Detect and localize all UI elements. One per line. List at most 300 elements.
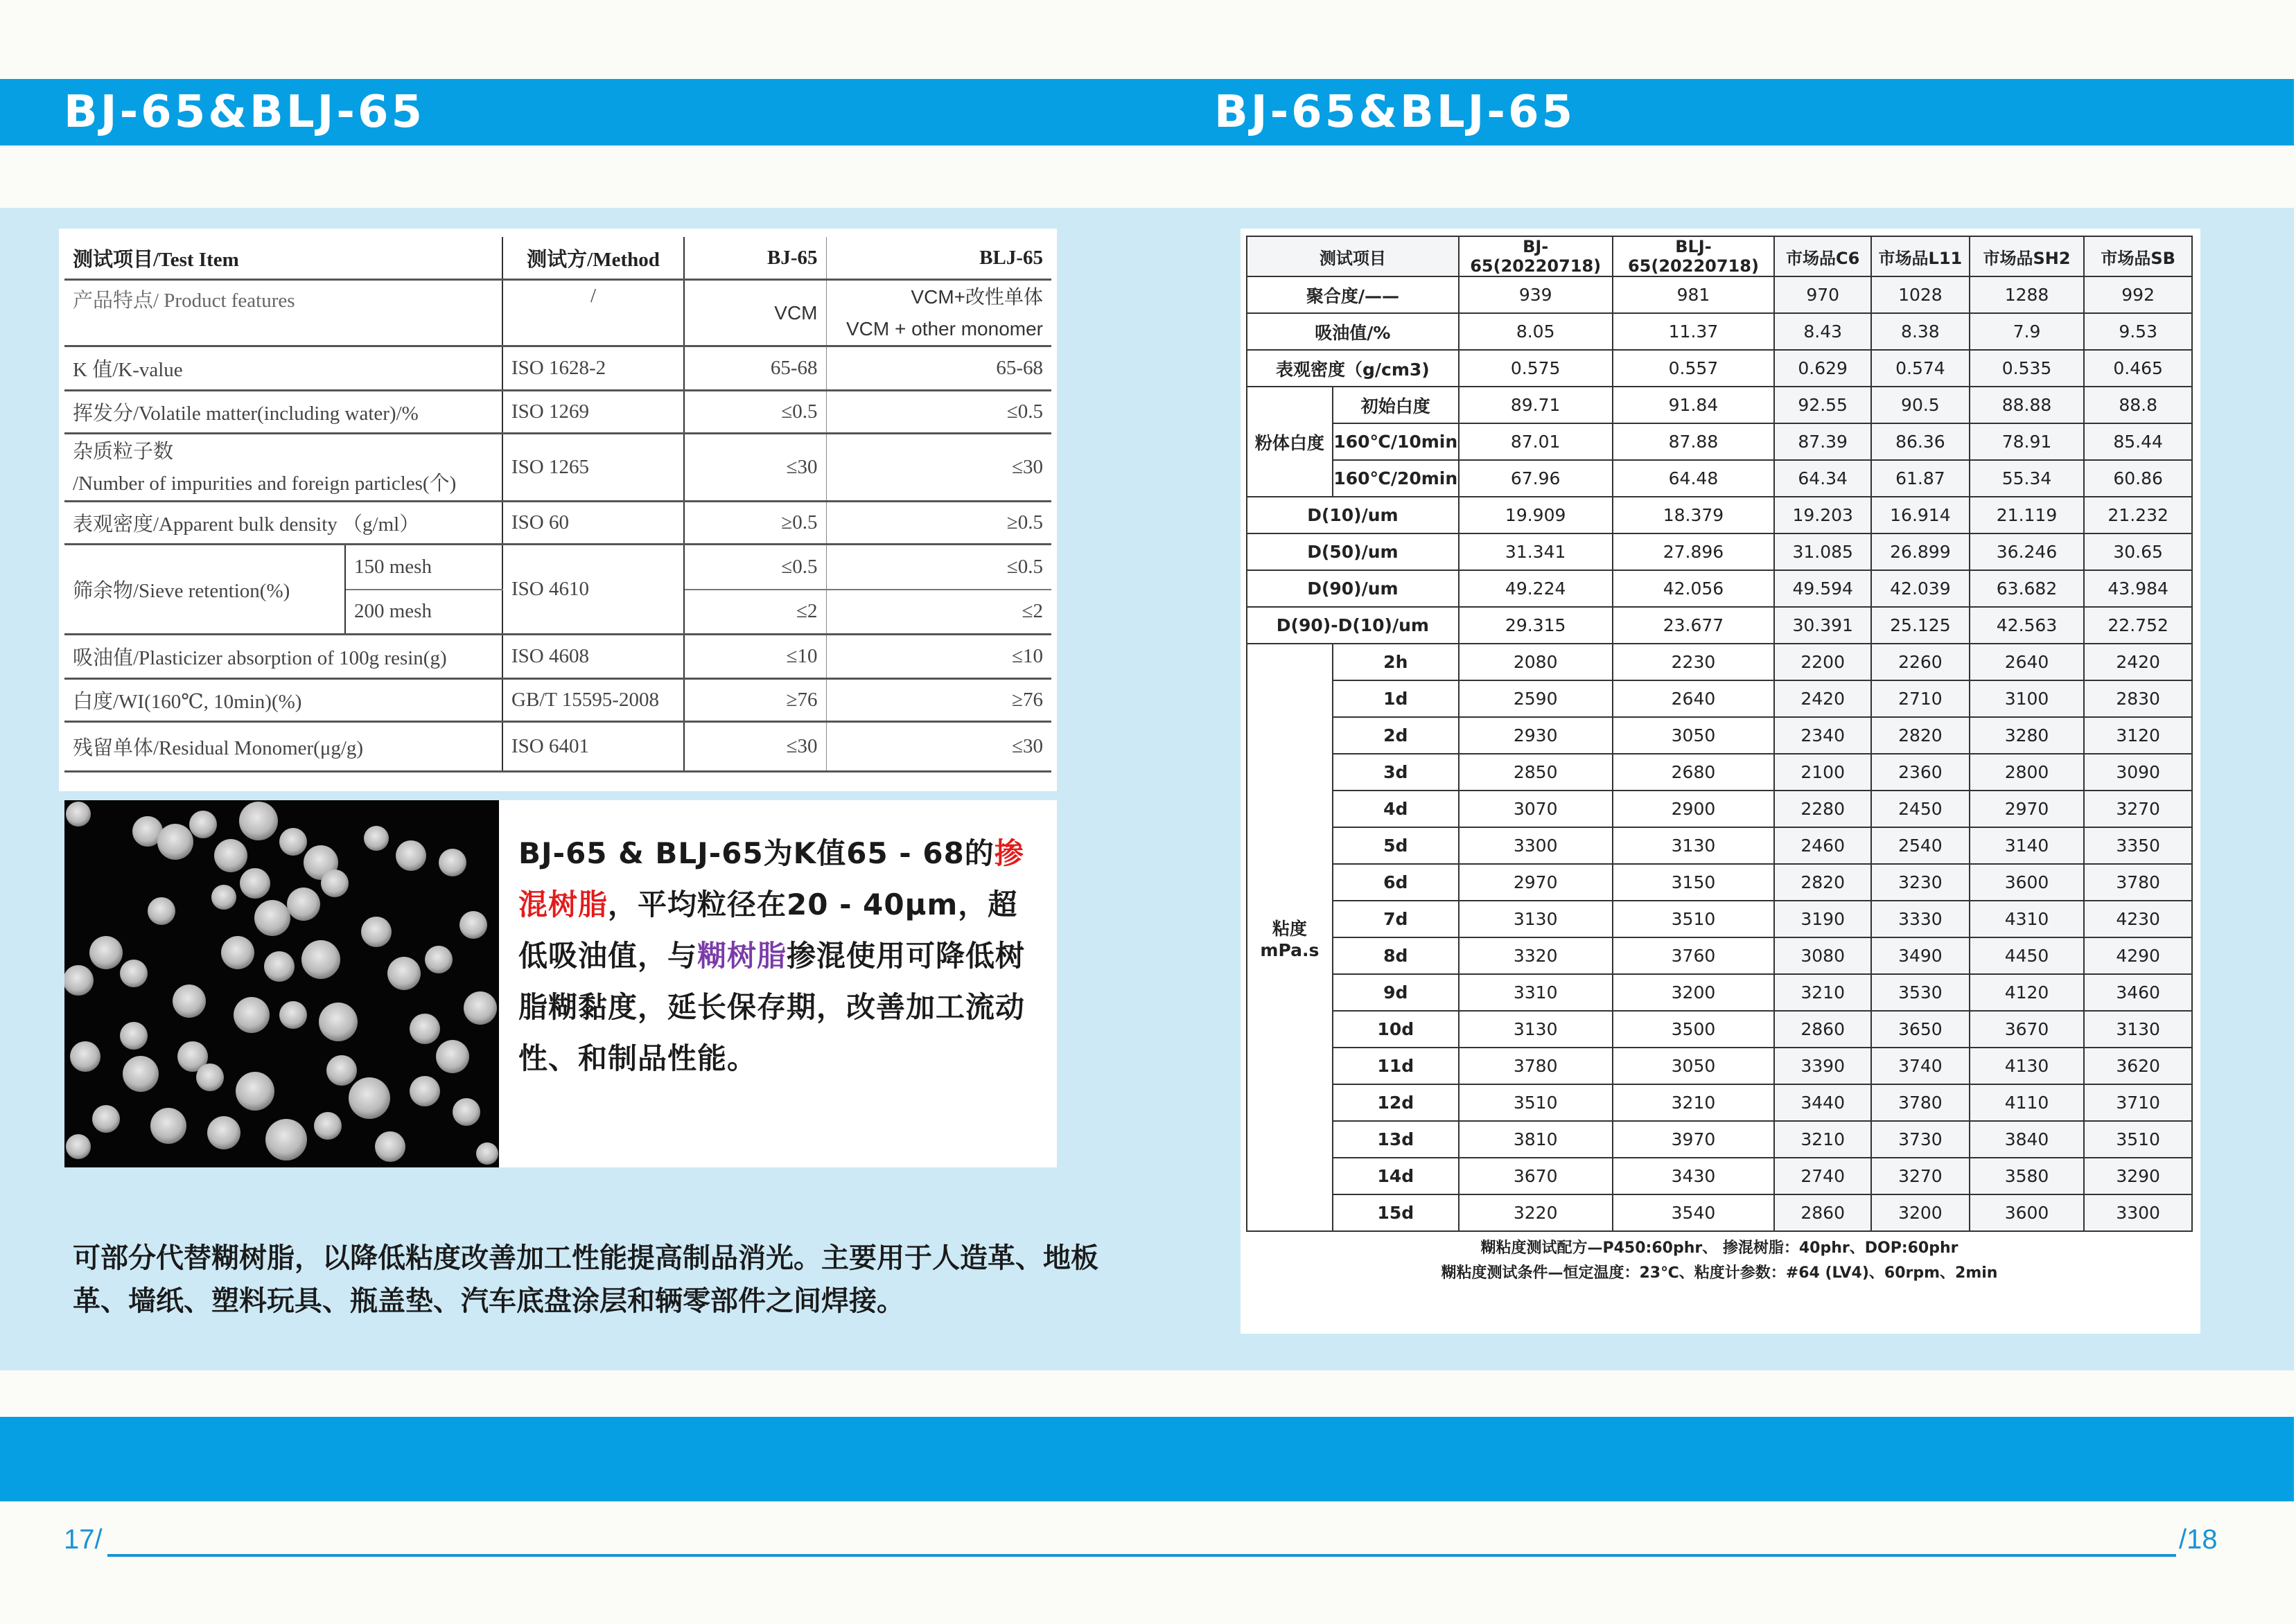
comparison-value-cell: 3300 bbox=[1459, 827, 1613, 864]
comparison-value-cell: 49.594 bbox=[1774, 570, 1871, 607]
comparison-value-cell: 3600 bbox=[1970, 864, 2085, 901]
comparison-value-cell: 981 bbox=[1613, 276, 1775, 313]
comparison-row-label: 4d bbox=[1333, 791, 1459, 827]
comparison-value-cell: 3130 bbox=[1459, 1011, 1613, 1048]
comparison-value-cell: 3460 bbox=[2084, 974, 2192, 1011]
spec-bj-value: 65-68 bbox=[684, 346, 826, 391]
spec-row bbox=[64, 346, 1051, 391]
spec-item-label: 白度/WI(160℃, 10min)(%) bbox=[64, 679, 502, 722]
spec-row bbox=[64, 391, 1051, 434]
spec-bj-value: ≤0.5 bbox=[684, 545, 826, 590]
comparison-value-cell: 1028 bbox=[1871, 276, 1970, 313]
comparison-row-label: 14d bbox=[1333, 1158, 1459, 1194]
comparison-value-cell: 29.315 bbox=[1459, 607, 1613, 644]
spec-method: GB/T 15595-2008 bbox=[502, 679, 684, 722]
comparison-value-cell: 3440 bbox=[1774, 1084, 1871, 1121]
highlight-paste-resin: 糊树脂 bbox=[697, 939, 787, 973]
comparison-value-cell: 67.96 bbox=[1459, 460, 1613, 497]
spec-blj-value bbox=[826, 280, 1051, 346]
comparison-value-cell: 8.43 bbox=[1774, 313, 1871, 350]
comparison-value-cell: 0.574 bbox=[1871, 350, 1970, 387]
comparison-value-cell: 31.085 bbox=[1774, 533, 1871, 570]
comparison-value-cell: 2540 bbox=[1871, 827, 1970, 864]
viscosity-label: 粘度 bbox=[1272, 918, 1307, 939]
comparison-value-cell: 3200 bbox=[1871, 1194, 1970, 1231]
spec-method: / bbox=[502, 280, 684, 346]
viscosity-group-label bbox=[1247, 644, 1333, 1231]
comparison-row-label: 5d bbox=[1333, 827, 1459, 864]
comparison-value-cell: 2850 bbox=[1459, 754, 1613, 791]
comparison-value-cell: 4290 bbox=[2084, 937, 2192, 974]
comparison-value-cell: 2640 bbox=[1613, 680, 1775, 717]
spec-method: ISO 1269 bbox=[502, 391, 684, 434]
comparison-row-label: 11d bbox=[1333, 1048, 1459, 1084]
spec-bj-value: ≥76 bbox=[684, 679, 826, 722]
spec-blj-value: 65-68 bbox=[826, 346, 1051, 391]
comparison-value-cell: 0.535 bbox=[1970, 350, 2085, 387]
comparison-row bbox=[1247, 1011, 2192, 1048]
comparison-row bbox=[1247, 276, 2192, 313]
comparison-value-cell: 91.84 bbox=[1613, 387, 1775, 423]
spec-blj-value: ≥76 bbox=[826, 679, 1051, 722]
comparison-value-cell: 3140 bbox=[1970, 827, 2085, 864]
comparison-value-cell: 2970 bbox=[1459, 864, 1613, 901]
comparison-value-cell: 3810 bbox=[1459, 1121, 1613, 1158]
spec-sub-label: 150 mesh bbox=[345, 545, 502, 590]
comparison-value-cell: 3710 bbox=[2084, 1084, 2192, 1121]
comparison-value-cell: 3230 bbox=[1871, 864, 1970, 901]
spec-row bbox=[64, 722, 1051, 772]
description-part2: ，平均粒径在20 - 40μm，超低吸油值，与 bbox=[518, 888, 1018, 973]
comparison-row bbox=[1247, 680, 2192, 717]
spec-item-label: 残留单体/Residual Monomer(μg/g) bbox=[64, 722, 502, 772]
comparison-row-label: 12d bbox=[1333, 1084, 1459, 1121]
comparison-value-cell: 4110 bbox=[1970, 1084, 2085, 1121]
comparison-value-cell: 2450 bbox=[1871, 791, 1970, 827]
comparison-row-label: 2h bbox=[1333, 644, 1459, 680]
spec-bj-value: VCM bbox=[684, 280, 826, 346]
comparison-value-cell: 3270 bbox=[2084, 791, 2192, 827]
comparison-value-cell: 2420 bbox=[1774, 680, 1871, 717]
comparison-value-cell: 27.896 bbox=[1613, 533, 1775, 570]
comparison-value-cell: 88.8 bbox=[2084, 387, 2192, 423]
page-number-right: /18 bbox=[2179, 1524, 2218, 1555]
comparison-row bbox=[1247, 497, 2192, 533]
comparison-value-cell: 3510 bbox=[1459, 1084, 1613, 1121]
spec-bj-value: ≤30 bbox=[684, 722, 826, 772]
comparison-value-cell: 3530 bbox=[1871, 974, 1970, 1011]
comparison-value-cell: 2200 bbox=[1774, 644, 1871, 680]
comparison-value-cell: 21.232 bbox=[2084, 497, 2192, 533]
comparison-value-cell: 2280 bbox=[1774, 791, 1871, 827]
comparison-value-cell: 87.39 bbox=[1774, 423, 1871, 460]
comparison-value-cell: 4120 bbox=[1970, 974, 2085, 1011]
spec-item-label: K 值/K-value bbox=[64, 346, 502, 391]
comparison-row bbox=[1247, 791, 2192, 827]
comparison-value-cell: 3580 bbox=[1970, 1158, 2085, 1194]
comparison-value-cell: 2230 bbox=[1613, 644, 1775, 680]
description-part1: BJ-65 & BLJ-65为K值65 - 68的 bbox=[518, 836, 994, 870]
comparison-value-cell: 3100 bbox=[1970, 680, 2085, 717]
comparison-value-cell: 36.246 bbox=[1970, 533, 2085, 570]
comparison-value-cell: 30.65 bbox=[2084, 533, 2192, 570]
comparison-value-cell: 22.752 bbox=[2084, 607, 2192, 644]
comparison-value-cell: 3330 bbox=[1871, 901, 1970, 937]
spec-item-label: 产品特点/ Product features bbox=[64, 280, 502, 346]
comparison-header-cell: 市场品L11 bbox=[1871, 236, 1970, 276]
comparison-header-cell: 市场品C6 bbox=[1774, 236, 1871, 276]
comparison-value-cell: 3740 bbox=[1871, 1048, 1970, 1084]
comparison-value-cell: 3490 bbox=[1871, 937, 1970, 974]
comparison-value-cell: 3050 bbox=[1613, 717, 1775, 754]
comparison-row bbox=[1247, 460, 2192, 497]
comparison-value-cell: 3280 bbox=[1970, 717, 2085, 754]
spec-row bbox=[64, 635, 1051, 679]
comparison-row bbox=[1247, 901, 2192, 937]
comparison-value-cell: 2420 bbox=[2084, 644, 2192, 680]
comparison-value-cell: 61.87 bbox=[1871, 460, 1970, 497]
comparison-value-cell: 970 bbox=[1774, 276, 1871, 313]
comparison-value-cell: 86.36 bbox=[1871, 423, 1970, 460]
comparison-row bbox=[1247, 1194, 2192, 1231]
comparison-value-cell: 2800 bbox=[1970, 754, 2085, 791]
comparison-header-cell: 测试项目 bbox=[1247, 236, 1459, 276]
comparison-row bbox=[1247, 1084, 2192, 1121]
spec-method: ISO 1265 bbox=[502, 434, 684, 502]
comparison-header-cell: 市场品SB bbox=[2084, 236, 2192, 276]
spec-blj-value: ≥0.5 bbox=[826, 502, 1051, 545]
comparison-row-label: 15d bbox=[1333, 1194, 1459, 1231]
highlight-blend-resin: 掺混树脂 bbox=[518, 836, 1024, 921]
comparison-header-cell: BJ-65(20220718) bbox=[1459, 236, 1613, 276]
comparison-value-cell: 3120 bbox=[2084, 717, 2192, 754]
comparison-row-label: D(90)/um bbox=[1247, 570, 1459, 607]
comparison-value-cell: 3670 bbox=[1459, 1158, 1613, 1194]
comparison-row bbox=[1247, 1121, 2192, 1158]
comparison-value-cell: 4310 bbox=[1970, 901, 2085, 937]
comparison-value-cell: 3210 bbox=[1774, 974, 1871, 1011]
comparison-value-cell: 3600 bbox=[1970, 1194, 2085, 1231]
comparison-row-label: 9d bbox=[1333, 974, 1459, 1011]
comparison-value-cell: 3780 bbox=[1459, 1048, 1613, 1084]
comparison-header-cell: BLJ-65(20220718) bbox=[1613, 236, 1775, 276]
comparison-value-cell: 2340 bbox=[1774, 717, 1871, 754]
spec-table-card bbox=[59, 229, 1057, 791]
notes-row bbox=[1247, 1231, 2192, 1287]
comparison-value-cell: 3070 bbox=[1459, 791, 1613, 827]
comparison-value-cell: 3350 bbox=[2084, 827, 2192, 864]
comparison-value-cell: 2970 bbox=[1970, 791, 2085, 827]
comparison-value-cell: 3650 bbox=[1871, 1011, 1970, 1048]
comparison-value-cell: 3730 bbox=[1871, 1121, 1970, 1158]
spec-blj-value: ≤0.5 bbox=[826, 545, 1051, 590]
comparison-value-cell: 0.465 bbox=[2084, 350, 2192, 387]
comparison-row bbox=[1247, 313, 2192, 350]
test-notes bbox=[1247, 1231, 2192, 1287]
comparison-row bbox=[1247, 570, 2192, 607]
comparison-value-cell: 87.88 bbox=[1613, 423, 1775, 460]
comparison-value-cell: 3780 bbox=[1871, 1084, 1970, 1121]
comparison-value-cell: 49.224 bbox=[1459, 570, 1613, 607]
comparison-value-cell: 2860 bbox=[1774, 1194, 1871, 1231]
comparison-value-cell: 3310 bbox=[1459, 974, 1613, 1011]
comparison-value-cell: 60.86 bbox=[2084, 460, 2192, 497]
comparison-row bbox=[1247, 937, 2192, 974]
comparison-value-cell: 63.682 bbox=[1970, 570, 2085, 607]
comparison-value-cell: 90.5 bbox=[1871, 387, 1970, 423]
comparison-value-cell: 42.056 bbox=[1613, 570, 1775, 607]
comparison-value-cell: 3320 bbox=[1459, 937, 1613, 974]
comparison-value-cell: 3840 bbox=[1970, 1121, 2085, 1158]
comparison-value-cell: 85.44 bbox=[2084, 423, 2192, 460]
comparison-value-cell: 4450 bbox=[1970, 937, 2085, 974]
comparison-value-cell: 42.039 bbox=[1871, 570, 1970, 607]
comparison-value-cell: 3300 bbox=[2084, 1194, 2192, 1231]
spec-bj-value: ≤2 bbox=[684, 590, 826, 635]
comparison-value-cell: 30.391 bbox=[1774, 607, 1871, 644]
comparison-value-cell: 3670 bbox=[1970, 1011, 2085, 1048]
comparison-row-label: 7d bbox=[1333, 901, 1459, 937]
footer-band bbox=[0, 1417, 2294, 1501]
comparison-value-cell: 3130 bbox=[1459, 901, 1613, 937]
comparison-value-cell: 21.119 bbox=[1970, 497, 2085, 533]
comparison-value-cell: 3130 bbox=[1613, 827, 1775, 864]
comparison-value-cell: 8.38 bbox=[1871, 313, 1970, 350]
comparison-value-cell: 89.71 bbox=[1459, 387, 1613, 423]
comparison-value-cell: 2260 bbox=[1871, 644, 1970, 680]
comparison-value-cell: 2360 bbox=[1871, 754, 1970, 791]
comparison-header-cell: 市场品SH2 bbox=[1970, 236, 2085, 276]
spec-blj-line2: VCM + other monomer bbox=[846, 317, 1043, 339]
comparison-value-cell: 3290 bbox=[2084, 1158, 2192, 1194]
comparison-value-cell: 2900 bbox=[1613, 791, 1775, 827]
comparison-row bbox=[1247, 1158, 2192, 1194]
comparison-row-label: 13d bbox=[1333, 1121, 1459, 1158]
comparison-row bbox=[1247, 644, 2192, 680]
comparison-value-cell: 78.91 bbox=[1970, 423, 2085, 460]
spec-item-line2: /Number of impurities and foreign particles(个) bbox=[73, 472, 457, 495]
comparison-value-cell: 64.34 bbox=[1774, 460, 1871, 497]
comparison-row-label: 160℃/20min bbox=[1333, 460, 1459, 497]
comparison-value-cell: 939 bbox=[1459, 276, 1613, 313]
description-box bbox=[499, 800, 1057, 1167]
comparison-value-cell: 3970 bbox=[1613, 1121, 1775, 1158]
comparison-value-cell: 2830 bbox=[2084, 680, 2192, 717]
comparison-value-cell: 992 bbox=[2084, 276, 2192, 313]
comparison-value-cell: 3430 bbox=[1613, 1158, 1775, 1194]
usage-text: 可部分代替糊树脂，以降低粘度改善加工性能提高制品消光。主要用于人造革、地板革、墙纸、塑料玩具、瓶盖垫、汽车底盘涂层和辆零部件之间焊接。 bbox=[73, 1242, 1098, 1317]
comparison-value-cell: 19.909 bbox=[1459, 497, 1613, 533]
comparison-value-cell: 2640 bbox=[1970, 644, 2085, 680]
particles-image-icon bbox=[64, 800, 499, 1167]
comparison-value-cell: 31.341 bbox=[1459, 533, 1613, 570]
header-blj65: BLJ-65 bbox=[826, 237, 1051, 280]
comparison-value-cell: 3270 bbox=[1871, 1158, 1970, 1194]
comparison-value-cell: 9.53 bbox=[2084, 313, 2192, 350]
spec-method: ISO 4608 bbox=[502, 635, 684, 679]
comparison-value-cell: 3620 bbox=[2084, 1048, 2192, 1084]
comparison-row bbox=[1247, 533, 2192, 570]
comparison-row-label: D(50)/um bbox=[1247, 533, 1459, 570]
comparison-value-cell: 3130 bbox=[2084, 1011, 2192, 1048]
comparison-row bbox=[1247, 827, 2192, 864]
comparison-row bbox=[1247, 423, 2192, 460]
comparison-value-cell: 2740 bbox=[1774, 1158, 1871, 1194]
header-bj65: BJ-65 bbox=[684, 237, 826, 280]
comparison-value-cell: 18.379 bbox=[1613, 497, 1775, 533]
comparison-value-cell: 2930 bbox=[1459, 717, 1613, 754]
spec-method: ISO 1628-2 bbox=[502, 346, 684, 391]
comparison-value-cell: 2100 bbox=[1774, 754, 1871, 791]
comparison-value-cell: 3150 bbox=[1613, 864, 1775, 901]
comparison-value-cell: 2080 bbox=[1459, 644, 1613, 680]
spec-blj-value: ≤0.5 bbox=[826, 391, 1051, 434]
comparison-value-cell: 2820 bbox=[1774, 864, 1871, 901]
comparison-row-label: 10d bbox=[1333, 1011, 1459, 1048]
description-text bbox=[518, 828, 1045, 1084]
spec-blj-value: ≤10 bbox=[826, 635, 1051, 679]
comparison-row bbox=[1247, 717, 2192, 754]
spec-row bbox=[64, 434, 1051, 502]
comparison-value-cell: 1288 bbox=[1970, 276, 2085, 313]
test-note-line: 糊粘度测试配方—P450:60phr、 掺混树脂：40phr、DOP:60phr bbox=[1480, 1239, 1958, 1257]
spec-item-label: 筛余物/Sieve retention(%) bbox=[64, 545, 345, 635]
comparison-value-cell: 8.05 bbox=[1459, 313, 1613, 350]
comparison-value-cell: 3190 bbox=[1774, 901, 1871, 937]
spec-row bbox=[64, 545, 1051, 590]
comparison-value-cell: 3500 bbox=[1613, 1011, 1775, 1048]
spec-blj-value: ≤30 bbox=[826, 434, 1051, 502]
comparison-value-cell: 2820 bbox=[1871, 717, 1970, 754]
comparison-value-cell: 23.677 bbox=[1613, 607, 1775, 644]
comparison-value-cell: 3510 bbox=[1613, 901, 1775, 937]
spec-method: ISO 60 bbox=[502, 502, 684, 545]
spec-sub-label: 200 mesh bbox=[345, 590, 502, 635]
comparison-row-label: D(10)/um bbox=[1247, 497, 1459, 533]
comparison-table bbox=[1246, 236, 2193, 1287]
comparison-value-cell: 3210 bbox=[1774, 1121, 1871, 1158]
page-number-left: 17/ bbox=[64, 1524, 103, 1555]
header-method: 测试方/Method bbox=[502, 237, 684, 280]
comparison-row bbox=[1247, 754, 2192, 791]
comparison-row bbox=[1247, 974, 2192, 1011]
comparison-value-cell: 64.48 bbox=[1613, 460, 1775, 497]
comparison-value-cell: 4130 bbox=[1970, 1048, 2085, 1084]
comparison-value-cell: 92.55 bbox=[1774, 387, 1871, 423]
comparison-value-cell: 7.9 bbox=[1970, 313, 2085, 350]
comparison-row-label: 3d bbox=[1333, 754, 1459, 791]
comparison-row-label: 初始白度 bbox=[1333, 387, 1459, 423]
spec-bj-value: ≤10 bbox=[684, 635, 826, 679]
spec-row bbox=[64, 280, 1051, 346]
spec-method: ISO 4610 bbox=[502, 545, 684, 635]
spec-blj-line1: VCM+改性单体 bbox=[911, 285, 1043, 308]
spec-row bbox=[64, 502, 1051, 545]
comparison-value-cell: 3220 bbox=[1459, 1194, 1613, 1231]
spec-row bbox=[64, 679, 1051, 722]
comparison-row-label: 聚合度/—— bbox=[1247, 276, 1459, 313]
comparison-value-cell: 3780 bbox=[2084, 864, 2192, 901]
comparison-header-row bbox=[1247, 236, 2192, 276]
comparison-value-cell: 2680 bbox=[1613, 754, 1775, 791]
viscosity-unit: mPa.s bbox=[1260, 939, 1320, 960]
comparison-row-label: 8d bbox=[1333, 937, 1459, 974]
comparison-value-cell: 88.88 bbox=[1970, 387, 2085, 423]
comparison-value-cell: 3200 bbox=[1613, 974, 1775, 1011]
spec-item-label: 表观密度/Apparent bulk density （g/ml） bbox=[64, 502, 502, 545]
header-test-item: 测试项目/Test Item bbox=[64, 237, 502, 280]
comparison-value-cell: 3080 bbox=[1774, 937, 1871, 974]
comparison-row bbox=[1247, 607, 2192, 644]
whiteness-group-label: 粉体白度 bbox=[1247, 387, 1333, 497]
spec-item-label: 挥发分/Volatile matter(including water)/% bbox=[64, 391, 502, 434]
comparison-value-cell: 3760 bbox=[1613, 937, 1775, 974]
comparison-row-label: 1d bbox=[1333, 680, 1459, 717]
comparison-value-cell: 0.557 bbox=[1613, 350, 1775, 387]
spec-method: ISO 6401 bbox=[502, 722, 684, 772]
comparison-row-label: 2d bbox=[1333, 717, 1459, 754]
comparison-value-cell: 0.575 bbox=[1459, 350, 1613, 387]
spec-header-row bbox=[64, 237, 1051, 280]
spec-table bbox=[64, 237, 1051, 773]
comparison-row bbox=[1247, 387, 2192, 423]
comparison-value-cell: 19.203 bbox=[1774, 497, 1871, 533]
comparison-table-card bbox=[1241, 229, 2200, 1334]
description-part3: 掺混使用可降低树脂糊黏度，延长保存期，改善加工流动性、和制品性能。 bbox=[518, 939, 1026, 1075]
spec-item-label: 吸油值/Plasticizer absorption of 100g resin(g) bbox=[64, 635, 502, 679]
spec-item-line1: 杂质粒子数 bbox=[73, 440, 174, 463]
comparison-value-cell: 0.629 bbox=[1774, 350, 1871, 387]
comparison-value-cell: 42.563 bbox=[1970, 607, 2085, 644]
comparison-value-cell: 2590 bbox=[1459, 680, 1613, 717]
comparison-row-label: 吸油值/% bbox=[1247, 313, 1459, 350]
comparison-value-cell: 3090 bbox=[2084, 754, 2192, 791]
test-note-line: 糊粘度测试条件—恒定温度：23℃、粘度计参数：#64 (LV4)、60rpm、2min bbox=[1441, 1264, 1998, 1282]
page-title-right: BJ-65&BLJ-65 bbox=[1214, 87, 1576, 138]
comparison-row-label: 6d bbox=[1333, 864, 1459, 901]
spec-bj-value: ≥0.5 bbox=[684, 502, 826, 545]
comparison-value-cell: 2460 bbox=[1774, 827, 1871, 864]
spec-blj-value: ≤2 bbox=[826, 590, 1051, 635]
spec-item-label bbox=[64, 434, 502, 502]
spec-blj-value: ≤30 bbox=[826, 722, 1051, 772]
comparison-value-cell: 87.01 bbox=[1459, 423, 1613, 460]
comparison-row bbox=[1247, 1048, 2192, 1084]
comparison-value-cell: 3390 bbox=[1774, 1048, 1871, 1084]
comparison-value-cell: 25.125 bbox=[1871, 607, 1970, 644]
footer-divider bbox=[107, 1554, 2176, 1557]
resin-particles-photo bbox=[64, 800, 499, 1167]
comparison-row bbox=[1247, 350, 2192, 387]
spec-bj-value: ≤0.5 bbox=[684, 391, 826, 434]
comparison-value-cell: 16.914 bbox=[1871, 497, 1970, 533]
spec-bj-value: ≤30 bbox=[684, 434, 826, 502]
comparison-row-label: 表观密度（g/cm3) bbox=[1247, 350, 1459, 387]
comparison-row-label: 160℃/10min bbox=[1333, 423, 1459, 460]
comparison-value-cell: 11.37 bbox=[1613, 313, 1775, 350]
comparison-value-cell: 3510 bbox=[2084, 1121, 2192, 1158]
page-title-left: BJ-65&BLJ-65 bbox=[64, 87, 426, 138]
comparison-value-cell: 3540 bbox=[1613, 1194, 1775, 1231]
comparison-value-cell: 55.34 bbox=[1970, 460, 2085, 497]
comparison-value-cell: 2860 bbox=[1774, 1011, 1871, 1048]
comparison-value-cell: 43.984 bbox=[2084, 570, 2192, 607]
comparison-value-cell: 26.899 bbox=[1871, 533, 1970, 570]
comparison-row bbox=[1247, 864, 2192, 901]
comparison-row-label: D(90)-D(10)/um bbox=[1247, 607, 1459, 644]
comparison-value-cell: 4230 bbox=[2084, 901, 2192, 937]
comparison-value-cell: 2710 bbox=[1871, 680, 1970, 717]
